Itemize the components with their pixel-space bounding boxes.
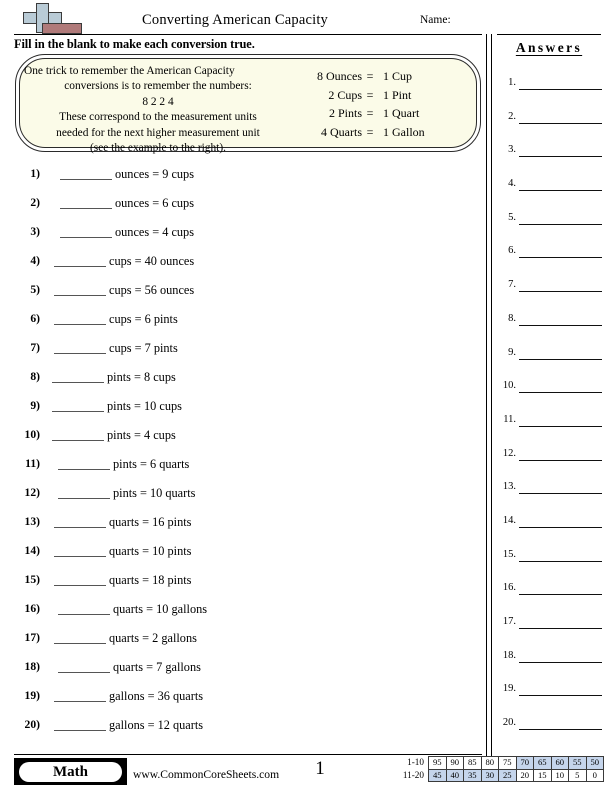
question-text: quarts = 7 gallons	[113, 660, 201, 674]
info-line-2: conversions is to remember the numbers:	[64, 80, 252, 93]
answer-blank[interactable]	[54, 324, 106, 325]
column-divider-line-2	[491, 34, 492, 756]
question-text: pints = 4 cups	[107, 428, 176, 442]
answer-number: 18.	[502, 649, 516, 661]
name-field-label: Name:	[420, 14, 451, 26]
answer-row	[496, 611, 608, 645]
question-text: pints = 6 quarts	[113, 457, 190, 471]
question-row	[14, 599, 474, 628]
answer-row	[496, 139, 608, 173]
question-row	[14, 570, 474, 599]
answer-number: 12.	[502, 447, 516, 459]
conversion-row	[300, 123, 470, 142]
score-cell: 60	[551, 757, 569, 770]
answer-number: 5.	[508, 211, 516, 223]
answer-row	[496, 72, 608, 106]
site-url-text: www.CommonCoreSheets.com	[133, 768, 280, 781]
score-cell: 90	[446, 757, 464, 770]
column-divider-line-1	[486, 34, 487, 756]
question-text: ounces = 9 cups	[115, 167, 194, 181]
question-row	[14, 454, 474, 483]
score-cell: 35	[464, 769, 482, 782]
score-cell: 0	[586, 769, 604, 782]
conversion-from: 4 Quarts	[321, 124, 362, 139]
question-number: 1)	[30, 167, 40, 180]
question-row	[14, 686, 474, 715]
score-cell: 50	[586, 757, 604, 770]
questions-list	[14, 164, 474, 744]
answer-number: 13.	[502, 481, 516, 493]
answer-row	[496, 274, 608, 308]
answer-write-line[interactable]	[519, 594, 602, 595]
answer-blank[interactable]	[58, 498, 110, 499]
conversion-to: 1 Quart	[383, 106, 420, 120]
answer-write-line[interactable]	[519, 325, 602, 326]
answer-row	[496, 173, 608, 207]
answer-number: 6.	[508, 245, 516, 257]
answer-write-line[interactable]	[519, 561, 602, 562]
answer-write-line[interactable]	[519, 156, 602, 157]
conversion-equals: =	[366, 124, 374, 139]
answer-write-line[interactable]	[519, 359, 602, 360]
question-row	[14, 512, 474, 541]
question-number: 9)	[30, 399, 40, 412]
question-number: 16)	[24, 602, 40, 615]
score-cell: 20	[516, 769, 534, 782]
answer-row	[496, 712, 608, 746]
score-cell: 75	[499, 757, 517, 770]
score-cell: 65	[534, 757, 552, 770]
conversion-row	[300, 67, 470, 86]
question-row	[14, 222, 474, 251]
answer-blank[interactable]	[54, 585, 106, 586]
conversion-equals: =	[366, 87, 374, 102]
question-text: pints = 8 cups	[107, 370, 176, 384]
page-number: 1	[315, 758, 325, 779]
answer-blank[interactable]	[54, 266, 106, 267]
question-number: 13)	[24, 515, 40, 528]
answer-blank[interactable]	[54, 730, 106, 731]
question-number: 14)	[24, 544, 40, 557]
math-subject-badge	[14, 758, 127, 785]
conversion-from: 8 Ounces	[317, 69, 362, 83]
question-number: 5)	[30, 283, 40, 296]
header-divider-right	[497, 34, 601, 35]
answer-number: 3.	[508, 144, 516, 156]
question-text: cups = 40 ounces	[109, 254, 195, 268]
question-text: cups = 7 pints	[109, 341, 178, 355]
conversion-reference-table	[300, 67, 470, 141]
question-text: quarts = 10 pints	[109, 544, 192, 558]
answer-blank[interactable]	[58, 614, 110, 615]
score-cell: 85	[464, 757, 482, 770]
answer-row	[496, 240, 608, 274]
answer-write-line[interactable]	[519, 426, 602, 427]
question-number: 4)	[30, 254, 40, 267]
score-row-label: 1-10	[407, 757, 424, 767]
info-line-5: needed for the next higher measurement unit	[56, 126, 260, 139]
conversion-to: 1 Gallon	[383, 124, 425, 139]
info-line-3: 8 2 2 4	[142, 95, 174, 108]
question-number: 18)	[24, 660, 40, 673]
info-line-6: (see the example to the right).	[89, 142, 226, 155]
question-text: quarts = 16 pints	[109, 515, 192, 529]
answer-write-line[interactable]	[519, 123, 602, 124]
answer-write-line[interactable]	[519, 493, 602, 494]
info-line-4: These correspond to the measurement units	[59, 111, 257, 124]
answer-blank[interactable]	[54, 353, 106, 354]
score-cell: 5	[569, 769, 587, 782]
score-cell: 25	[499, 769, 517, 782]
answer-number: 8.	[508, 312, 516, 324]
score-cell: 70	[516, 757, 534, 770]
footer-divider	[14, 754, 482, 755]
answer-blank[interactable]	[54, 527, 106, 528]
score-cell: 80	[481, 757, 499, 770]
answer-number: 17.	[502, 616, 516, 627]
answer-number: 19.	[502, 683, 516, 695]
answer-row	[496, 577, 608, 611]
answer-number: 7.	[508, 279, 516, 291]
question-number: 8)	[30, 370, 40, 383]
answer-write-line[interactable]	[519, 460, 602, 461]
answer-blank[interactable]	[54, 295, 106, 296]
conversion-row	[300, 104, 470, 123]
score-cell: 55	[569, 757, 587, 770]
answer-row	[496, 106, 608, 140]
answer-row	[496, 409, 608, 443]
question-number: 10)	[24, 428, 40, 441]
score-key-table	[396, 756, 604, 782]
conversion-from: 2 Pints	[328, 106, 362, 120]
answer-number: 14.	[502, 514, 516, 526]
question-row	[14, 164, 474, 193]
question-number: 19)	[24, 689, 40, 702]
question-text: pints = 10 quarts	[113, 486, 196, 500]
answer-write-line[interactable]	[519, 662, 602, 663]
question-number: 20)	[24, 718, 40, 731]
answer-blank[interactable]	[60, 179, 112, 180]
answer-blank[interactable]	[54, 643, 106, 644]
answer-write-line[interactable]	[519, 628, 602, 629]
answer-blank[interactable]	[60, 208, 112, 209]
answer-blank[interactable]	[52, 440, 104, 441]
question-text: quarts = 10 gallons	[113, 602, 208, 616]
answer-write-line[interactable]	[519, 527, 602, 528]
answer-row	[496, 544, 608, 578]
score-cell: 15	[534, 769, 552, 782]
question-row	[14, 483, 474, 512]
question-text: gallons = 36 quarts	[109, 689, 204, 703]
question-row	[14, 657, 474, 686]
question-row	[14, 396, 474, 425]
info-box	[19, 58, 477, 155]
answer-row	[496, 476, 608, 510]
page-header	[0, 0, 612, 36]
question-number: 17)	[24, 631, 40, 644]
question-row	[14, 628, 474, 657]
answer-row	[496, 645, 608, 679]
question-text: ounces = 4 cups	[115, 225, 194, 239]
answer-number: 10.	[502, 380, 516, 392]
answer-blank[interactable]	[52, 382, 104, 383]
answer-write-line[interactable]	[519, 190, 602, 191]
answers-heading: Answers	[515, 40, 583, 55]
question-number: 6)	[30, 312, 40, 325]
answer-row	[496, 342, 608, 376]
question-row	[14, 251, 474, 280]
answer-number: 4.	[508, 178, 516, 190]
worksheet-title: Converting American Capacity	[142, 12, 328, 28]
conversion-equals: =	[366, 69, 374, 83]
answer-blank[interactable]	[58, 672, 110, 673]
answer-write-line[interactable]	[519, 729, 602, 730]
question-row	[14, 425, 474, 454]
answer-write-line[interactable]	[519, 392, 602, 393]
info-box-explanation	[22, 64, 294, 156]
answer-row	[496, 443, 608, 477]
question-text: quarts = 18 pints	[109, 573, 192, 587]
instruction-text: Fill in the blank to make each conversion true.	[14, 37, 255, 51]
question-number: 7)	[30, 341, 40, 354]
question-text: quarts = 2 gallons	[109, 631, 197, 645]
answer-blank[interactable]	[54, 556, 106, 557]
question-text: pints = 10 cups	[107, 399, 182, 413]
conversion-to: 1 Cup	[383, 69, 413, 83]
answer-row	[496, 510, 608, 544]
answer-write-line[interactable]	[519, 291, 602, 292]
answer-row	[496, 678, 608, 712]
answer-row	[496, 375, 608, 409]
score-table-body	[396, 757, 604, 782]
answer-number: 15.	[502, 548, 516, 560]
math-badge-pill	[19, 762, 122, 782]
answer-write-line[interactable]	[519, 224, 602, 225]
question-row	[14, 715, 474, 744]
answer-write-line[interactable]	[519, 695, 602, 696]
conversion-equals: =	[366, 106, 374, 120]
answers-list	[496, 72, 608, 746]
answer-blank[interactable]	[60, 237, 112, 238]
score-cell: 95	[429, 757, 447, 770]
answer-blank[interactable]	[52, 411, 104, 412]
answer-number: 16.	[502, 582, 516, 594]
header-divider-left	[14, 34, 482, 35]
score-cell: 45	[429, 769, 447, 782]
question-text: cups = 56 ounces	[109, 283, 195, 297]
question-number: 11)	[25, 457, 40, 470]
answer-number: 1.	[508, 77, 516, 88]
question-row	[14, 338, 474, 367]
score-table-row	[396, 757, 604, 770]
question-number: 12)	[24, 486, 40, 499]
question-row	[14, 541, 474, 570]
question-number: 2)	[30, 196, 40, 209]
answer-number: 11.	[503, 413, 516, 425]
score-row-label: 11-20	[402, 769, 424, 780]
answer-number: 2.	[508, 110, 516, 122]
answer-write-line[interactable]	[519, 257, 602, 258]
score-table-row	[396, 769, 604, 782]
score-cell: 40	[446, 769, 464, 782]
answer-row	[496, 207, 608, 241]
question-text: gallons = 12 quarts	[109, 718, 204, 732]
score-cell: 10	[551, 769, 569, 782]
question-text: cups = 6 pints	[109, 312, 178, 326]
question-row	[14, 367, 474, 396]
question-number: 15)	[24, 573, 40, 586]
info-line-1: One trick to remember the American Capacity	[24, 65, 235, 77]
answer-blank[interactable]	[58, 469, 110, 470]
conversion-to: 1 Pint	[383, 87, 412, 102]
question-text: ounces = 6 cups	[115, 196, 194, 210]
math-badge-label: Math	[53, 763, 88, 780]
answer-row	[496, 308, 608, 342]
question-row	[14, 309, 474, 338]
score-cell: 30	[481, 769, 499, 782]
answer-blank[interactable]	[54, 701, 106, 702]
question-row	[14, 193, 474, 222]
conversion-row	[300, 86, 470, 105]
answer-number: 9.	[508, 346, 516, 358]
answer-write-line[interactable]	[519, 89, 602, 90]
question-number: 3)	[30, 225, 40, 238]
conversion-from: 2 Cups	[328, 87, 362, 102]
question-row	[14, 280, 474, 309]
answer-number: 20.	[502, 717, 516, 729]
